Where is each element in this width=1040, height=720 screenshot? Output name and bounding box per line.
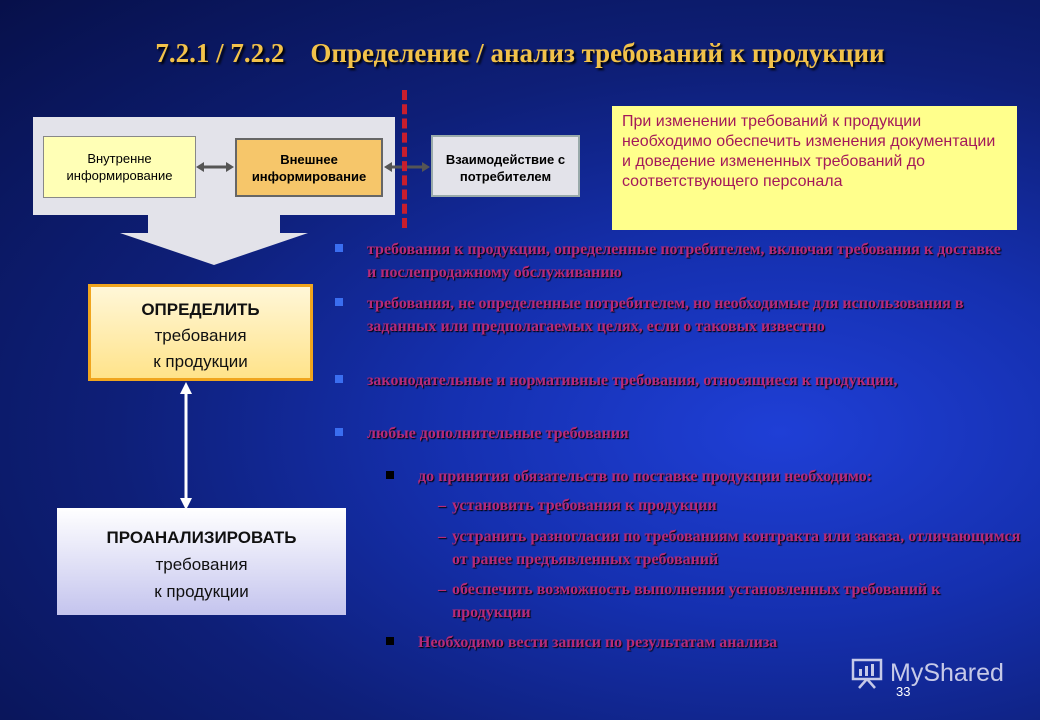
square-bullet-icon [335, 375, 343, 383]
dash-bullet: – [438, 581, 446, 598]
list-item [367, 422, 1007, 445]
list-item-text: устранить разногласия по требованиям контракта или заказа, отличающимся от ранее предъявленных требований [452, 528, 1021, 568]
define-heading: ОПРЕДЕЛИТЬ [141, 300, 260, 319]
define-line3: к продукции [153, 352, 248, 371]
down-arrow-icon [120, 215, 308, 265]
analyze-requirements-box [57, 508, 346, 615]
list-item [438, 578, 1012, 624]
analyze-line2: требования [155, 555, 248, 574]
list-item-text: обеспечить возможность выполнения установленных требований к продукции [452, 581, 941, 621]
list-item [367, 369, 1007, 392]
list-item-text: любые дополнительные требования [367, 425, 629, 442]
watermark-text: MyShared [890, 658, 1004, 687]
analyze-intro-text: до принятия обязательств по поставке продукции необходимо: [418, 468, 873, 485]
double-arrow-icon [196, 162, 234, 172]
analyze-intro [418, 465, 1038, 488]
analyze-final [418, 631, 1018, 654]
define-line2: требования [154, 326, 247, 345]
define-requirements-box [88, 284, 313, 381]
external-info-box: Внешнее информирование [235, 138, 383, 197]
analyze-line3: к продукции [154, 582, 249, 601]
square-bullet-icon [335, 298, 343, 306]
dash-bullet: – [438, 528, 446, 545]
analyze-heading: ПРОАНАЛИЗИРОВАТЬ [106, 528, 297, 547]
square-bullet-icon [335, 428, 343, 436]
double-arrow-icon [384, 162, 430, 172]
list-item-text: законодательные и нормативные требования, относящиеся к продукции, [367, 372, 898, 389]
square-bullet-icon [335, 244, 343, 252]
list-item [367, 292, 1007, 338]
internal-info-box: Внутренне информирование [43, 136, 196, 198]
presentation-icon [850, 656, 884, 690]
square-bullet-icon [386, 471, 394, 479]
list-item-text: установить требования к продукции [452, 497, 717, 514]
page-number: 33 [896, 684, 911, 699]
list-item [367, 238, 1007, 284]
vertical-double-arrow-icon [176, 382, 196, 510]
list-item-text: требования, не определенные потребителем, но необходимые для использования в заданных или предполагаемых целях, если о таковых известно [367, 295, 964, 335]
watermark [850, 656, 1004, 690]
title-text: Определение / анализ требований к продукции [310, 38, 885, 68]
analyze-final-text: Необходимо вести записи по результатам анализа [418, 634, 778, 651]
divider-line [402, 90, 407, 228]
list-item-text: требования к продукции, определенные потребителем, включая требования к доставке и послепродажному обслуживанию [367, 241, 1001, 281]
dash-bullet: – [438, 497, 446, 514]
section-number: 7.2.1 / 7.2.2 [155, 38, 285, 68]
change-requirements-note: При изменении требований к продукции необходимо обеспечить изменения документации и доведение измененных требований до соответствующего персонала [612, 106, 1017, 230]
list-item [438, 525, 1038, 571]
customer-interaction-box: Взаимодействие с потребителем [431, 135, 580, 197]
square-bullet-icon [386, 637, 394, 645]
list-item [438, 494, 1038, 517]
